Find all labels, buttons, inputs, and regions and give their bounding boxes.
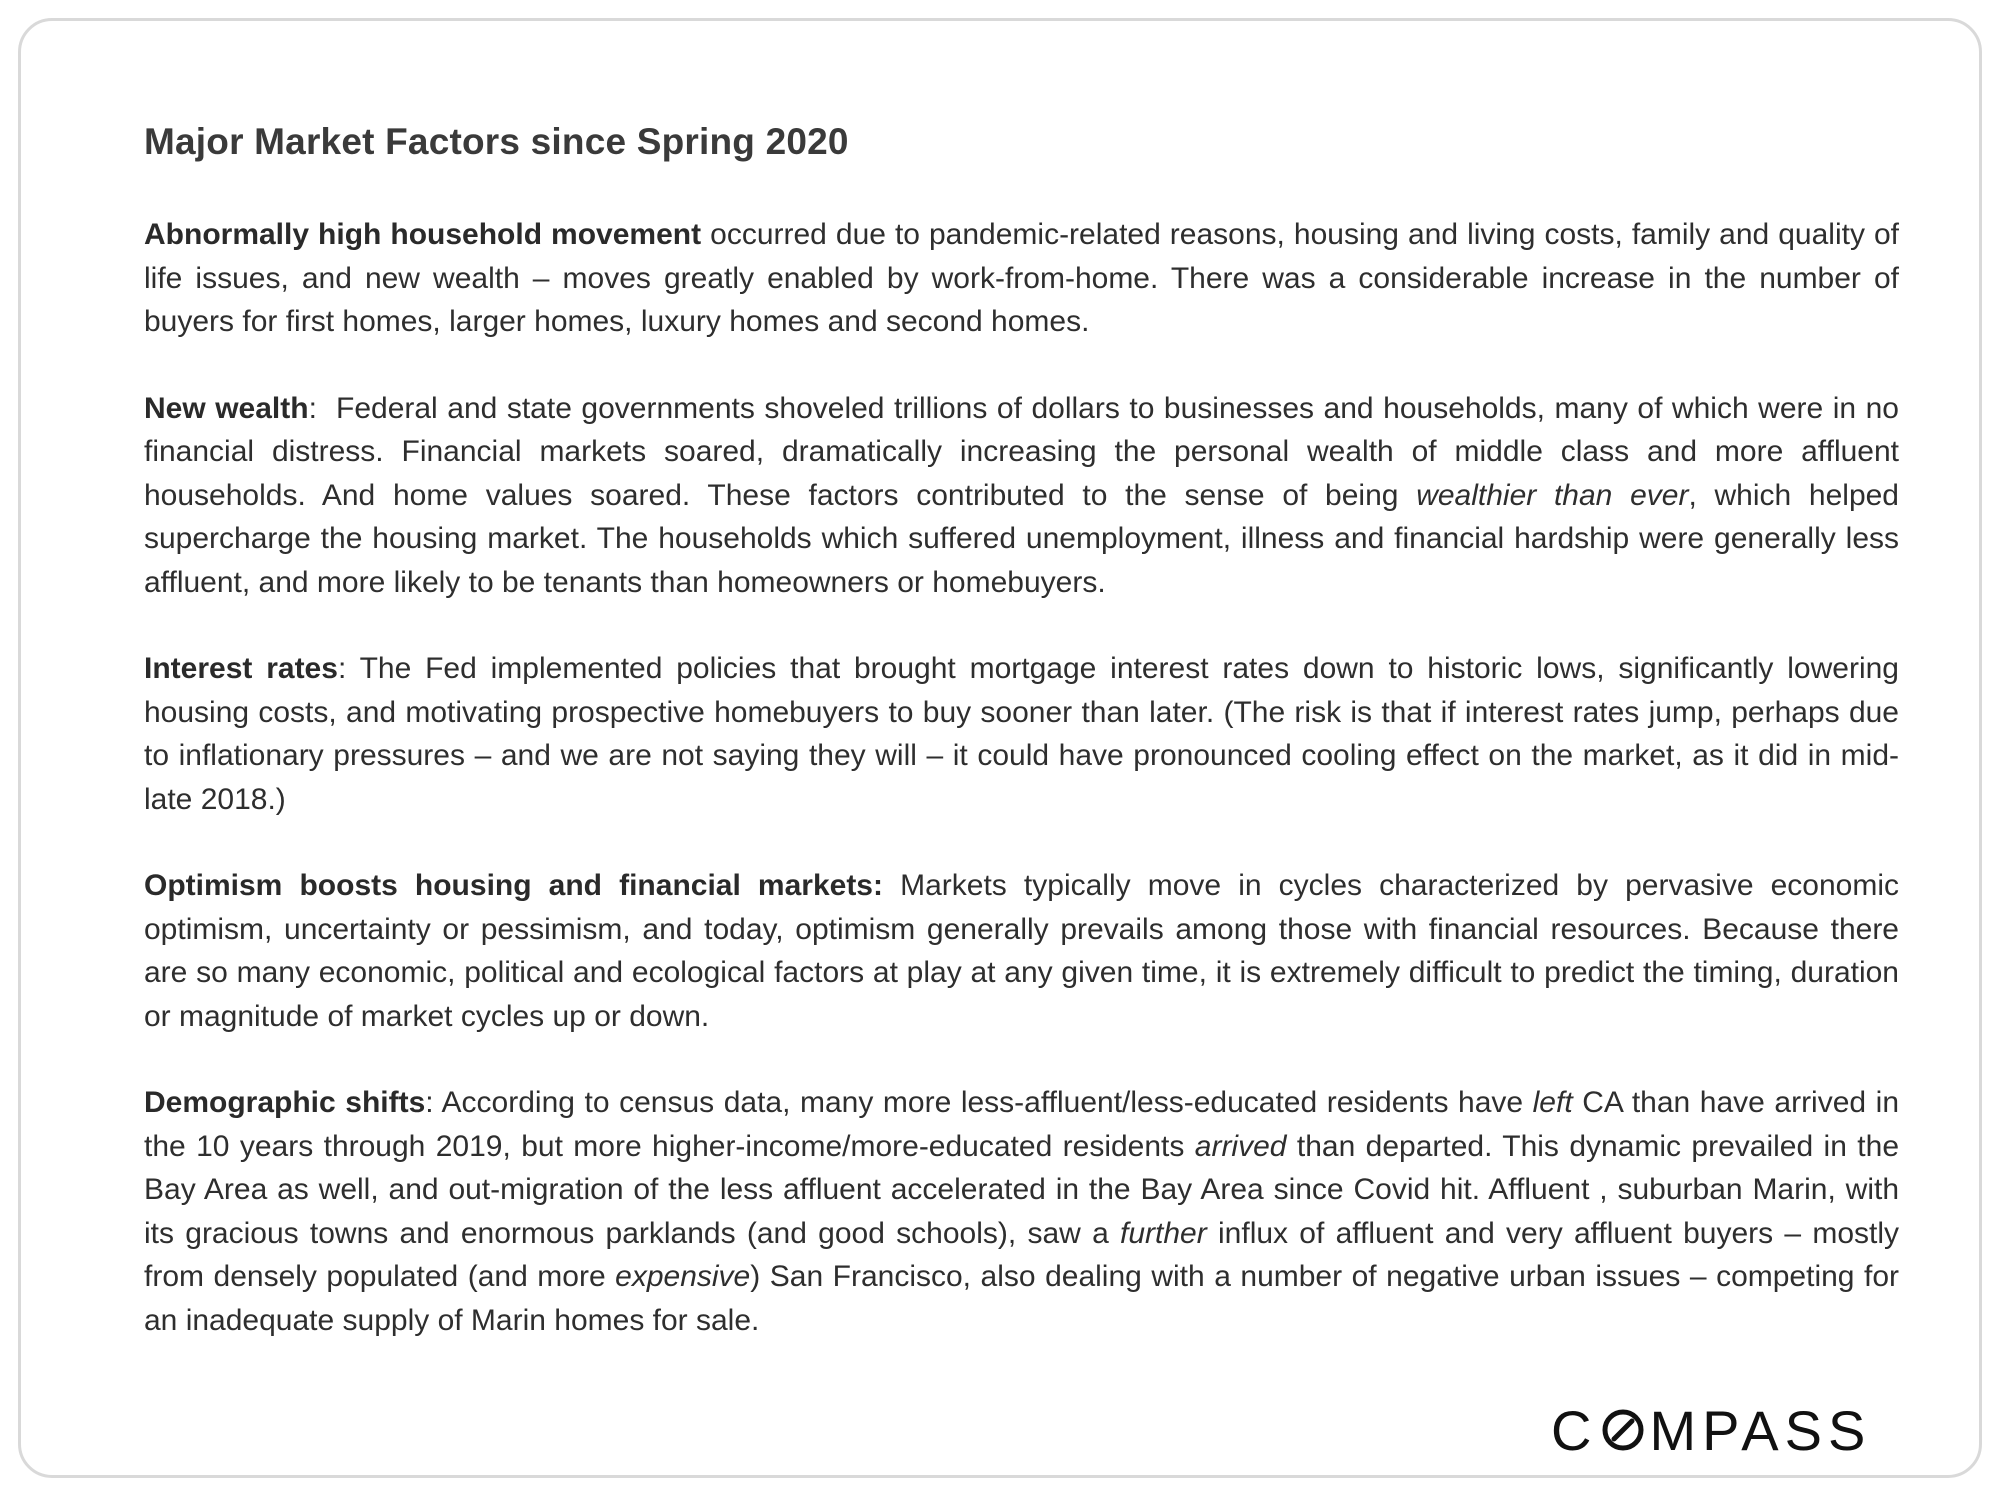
body-text: The Fed implemented policies that brought mortgage interest rates down to historic lows, significantly lowering housing costs, and motivating prospective homebuyers to buy sooner than later. (The risk is that if interest rates jump, perhaps due to inflationary pressures – and we are not saying they will – it could have pronounced cooling effect on the market, as it did in mid-late 2018.): [144, 652, 1899, 816]
body-text: than departed. This dynamic prevailed in the Bay Area as well, and out-migration of the less affluent accelerated in the Bay Area since Covid hit. Affluent , suburban Marin, with its gracious towns and enormous parklands (and good schools), saw a: [144, 1129, 1899, 1250]
article-body: [144, 213, 1899, 1385]
paragraph-heading: Demographic shifts: [144, 1086, 426, 1119]
heading-separator: [701, 218, 710, 251]
emphasis-text: wealthier than ever: [1416, 478, 1689, 512]
emphasis-text: left: [1532, 1086, 1573, 1119]
paragraph: [144, 647, 1899, 821]
paragraph: [144, 1081, 1899, 1342]
body-text: CA than have arrived in the 10 years through 2019, but more higher-income/more-educated residents: [144, 1086, 1900, 1163]
body-text: Federal and state governments shoveled trillions of dollars to businesses and households, many of which were in no financial distress. Financial markets soared, dramatically increasing the personal wealth of middle class and more affluent households. And home values soared. These factors contributed to the sense of being: [144, 391, 1899, 512]
body-text: According to census data, many more less-affluent/less-educated residents have: [441, 1086, 1533, 1119]
body-text: occurred due to pandemic-related reasons, housing and living costs, family and quality of life issues, and new wealth – moves greatly enabled by work-from-home. There was a considerable increase in the number of buyers for first homes, larger homes, luxury homes and second homes.: [144, 218, 1900, 338]
emphasis-text: further: [1120, 1216, 1207, 1250]
heading-separator: :: [308, 391, 336, 425]
heading-separator: :: [425, 1086, 442, 1119]
body-text: , which helped supercharge the housing market. The households which suffered unemployment, illness and financial hardship were generally less affluent, and more likely to be tenants than homeowners or homebuyers.: [144, 478, 1899, 599]
compass-logo: [1551, 1399, 1921, 1461]
body-text: ) San Francisco, also dealing with a number of negative urban issues – competing for an inadequate supply of Marin homes for sale.: [144, 1260, 1900, 1337]
emphasis-text: arrived: [1194, 1129, 1287, 1163]
paragraph-heading: Interest rates: [144, 652, 338, 685]
paragraph-heading: Abnormally high household movement: [144, 218, 702, 251]
body-text: influx of affluent and very affluent buyers – mostly from densely populated (and more: [144, 1216, 1900, 1293]
body-text: Markets typically move in cycles characterized by pervasive economic optimism, uncertainty or pessimism, and today, optimism generally prevails among those with financial resources. Because there are so many economic, political and ecological factors at play at any given time, it is extremely difficult to predict the timing, duration or magnitude of market cycles up or down.: [144, 869, 1900, 1033]
compass-o-icon: [1601, 1405, 1645, 1455]
heading-separator: :: [337, 652, 360, 685]
document-card: [18, 18, 1982, 1478]
paragraph: [144, 864, 1899, 1038]
logo-text-right: MPASS: [1649, 1398, 1872, 1462]
logo-text-left: C: [1551, 1398, 1598, 1462]
paragraph: [144, 387, 1899, 605]
paragraph-heading: Optimism boosts housing and financial markets:: [144, 869, 883, 902]
page-title: Major Market Factors since Spring 2020: [144, 121, 849, 162]
paragraph-heading: New wealth: [144, 391, 309, 425]
heading-separator: [883, 869, 900, 902]
paragraph: [144, 213, 1899, 344]
emphasis-text: expensive: [615, 1260, 751, 1293]
